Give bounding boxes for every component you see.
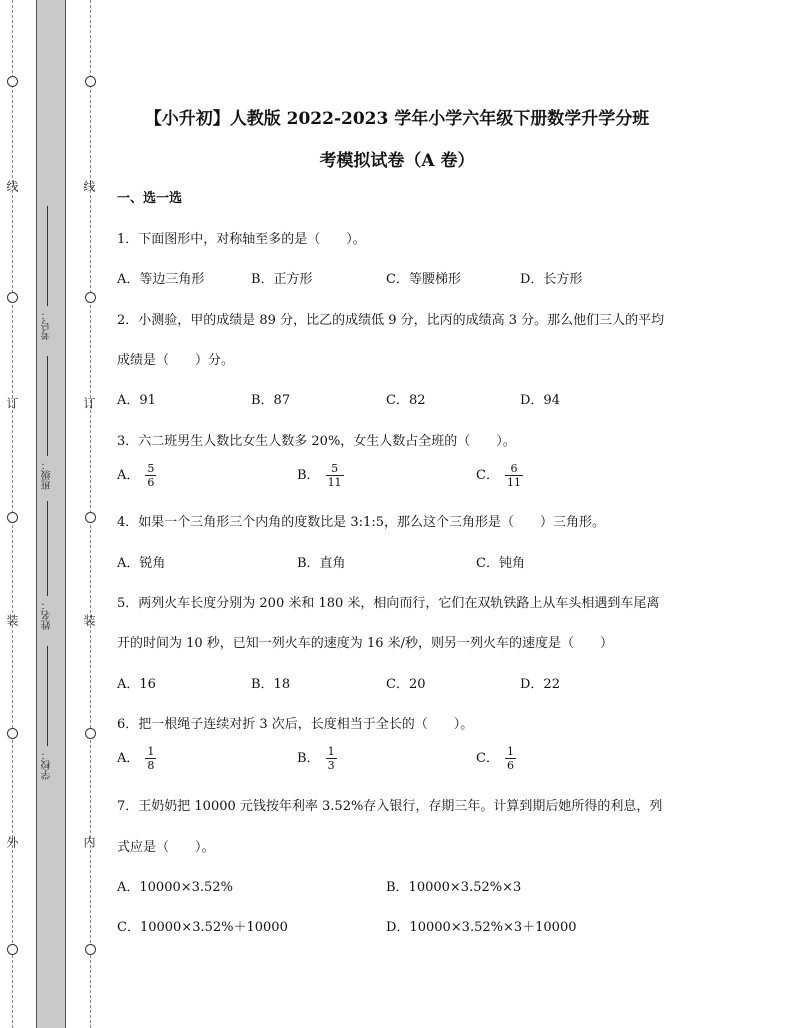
q4-option-c[interactable]: C．钝角 (476, 556, 525, 571)
q7-option-d[interactable]: D．10000×3.52%×3＋10000 (386, 920, 577, 935)
option-label: B． (297, 468, 320, 483)
q2-option-c[interactable]: C．82 (386, 393, 426, 408)
fraction: $\frac{1}{8}$ (147, 745, 155, 772)
q6-option-a[interactable] (117, 745, 156, 772)
q7-option-b[interactable]: B．10000×3.52%×3 (386, 880, 522, 895)
q5-option-c[interactable]: C．20 (386, 677, 426, 692)
fraction: $\frac{5}{11}$ (327, 462, 342, 489)
q1-option-b[interactable]: B．正方形 (251, 272, 313, 287)
q5-option-d[interactable]: D．22 (520, 677, 560, 692)
question-7: 7．王奶奶把 10000 元钱按年利率 3.52%存入银行，存期三年。计算到期后她所得的利息，列 (117, 799, 663, 814)
binding-hole (85, 944, 96, 955)
q3-option-c[interactable] (476, 462, 523, 489)
fraction: $\frac{6}{11}$ (506, 462, 521, 489)
binding-hole (85, 512, 96, 523)
margin-char: 线 (82, 180, 96, 192)
name-field[interactable] (40, 500, 55, 630)
question-7-cont: 式应是（ ）。 (117, 840, 215, 855)
field-label: 班级： (42, 460, 53, 490)
q1-option-c[interactable]: C．等腰梯形 (386, 272, 461, 287)
question-1: 1．下面图形中，对称轴至多的是（ ）。 (117, 232, 366, 247)
question-6: 6．把一根绳子连续对折 3 次后，长度相当于全长的（ ）。 (117, 717, 474, 732)
q2-option-b[interactable]: B．87 (251, 393, 291, 408)
margin-char: 装 (5, 614, 19, 626)
q1-option-a[interactable]: A．等边三角形 (117, 272, 205, 287)
question-5-cont: 开的时间为 10 秒，已知一列火车的速度为 16 米/秒，则另一列火车的速度是（ ） (117, 636, 613, 651)
page-title: 【小升初】人教版 2022-2023 学年小学六年级下册数学升学分班 (144, 109, 650, 129)
option-label: B． (297, 751, 320, 766)
question-2-cont: 成绩是（ ）分。 (117, 353, 235, 368)
q3-option-b[interactable] (297, 462, 344, 489)
field-label: 姓名： (42, 600, 53, 630)
q6-option-b[interactable] (297, 745, 337, 772)
section-heading: 一、选一选 (117, 191, 183, 206)
question-2: 2．小测验，甲的成绩是 89 分，比乙的成绩低 9 分，比丙的成绩高 3 分。那么他们三人的平均 (117, 313, 665, 328)
margin-char: 线 (5, 180, 19, 192)
binding-hole (85, 292, 96, 303)
q2-option-a[interactable]: A．91 (117, 393, 156, 408)
margin-char: 内 (82, 836, 96, 848)
binding-hole (7, 512, 18, 523)
question-5: 5．两列火车长度分别为 200 米和 180 米，相向而行，它们在双轨铁路上从车头相遇到车尾离 (117, 596, 660, 611)
option-label: C． (476, 468, 499, 483)
q7-option-c[interactable]: C．10000×3.52%＋10000 (117, 920, 288, 935)
binding-hole (7, 292, 18, 303)
field-label: 学校： (42, 750, 53, 780)
q7-option-a[interactable]: A．10000×3.52% (117, 880, 233, 895)
binding-hole (85, 728, 96, 739)
fraction: $\frac{1}{3}$ (327, 745, 335, 772)
margin-char: 外 (5, 836, 19, 848)
class-field[interactable] (40, 350, 55, 490)
margin-char: 订 (5, 397, 19, 409)
option-label: C． (476, 751, 499, 766)
q5-option-b[interactable]: B．18 (251, 677, 291, 692)
binding-margin-outer (0, 0, 36, 1028)
margin-char: 订 (82, 397, 96, 409)
margin-char: 装 (82, 614, 96, 626)
question-4: 4．如果一个三角形三个内角的度数比是 3:1:5，那么这个三角形是（ ）三角形。 (117, 515, 605, 530)
field-label: 考号： (42, 310, 53, 340)
q6-option-c[interactable] (476, 745, 516, 772)
binding-hole (7, 728, 18, 739)
binding-hole (7, 944, 18, 955)
q2-option-d[interactable]: D．94 (520, 393, 560, 408)
q1-option-d[interactable]: D．长方形 (520, 272, 583, 287)
page-title-line2: 考模拟试卷（A 卷） (319, 151, 475, 171)
q5-option-a[interactable]: A．16 (117, 677, 156, 692)
fraction: $\frac{5}{6}$ (147, 462, 155, 489)
option-label: A． (117, 468, 140, 483)
school-field[interactable] (40, 640, 55, 780)
option-label: A． (117, 751, 140, 766)
q3-option-a[interactable] (117, 462, 156, 489)
q4-option-b[interactable]: B．直角 (297, 556, 346, 571)
q4-option-a[interactable]: A．锐角 (117, 556, 166, 571)
binding-hole (85, 76, 96, 87)
binding-hole (7, 76, 18, 87)
question-3: 3．六二班男生人数比女生人数多 20%，女生人数占全班的（ ）。 (117, 434, 516, 449)
exam-number-field[interactable] (40, 200, 55, 340)
fraction: $\frac{1}{6}$ (506, 745, 514, 772)
